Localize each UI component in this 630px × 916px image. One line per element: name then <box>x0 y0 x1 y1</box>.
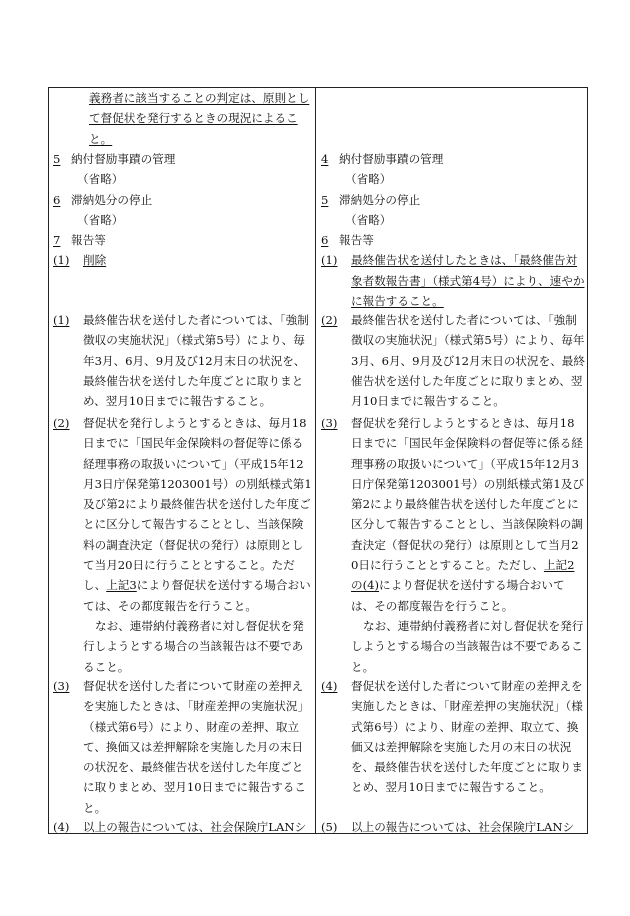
right-section-4: 4 納付督励事蹟の管理 <box>321 152 444 166</box>
left-section-7: 7 報告等 <box>53 233 106 248</box>
right-section-4-body: （省略） <box>345 172 392 187</box>
right-item-4: (4) 督促状を送付した者について財産の差押えを実施したときは、「財産差押の実施状況」（様式第6号）により、財産の差押、取立て、換価又は差押解除を実施した月の末日の状況を、最終催告状を送付した年度ごとに取りまとめ、翌月10日までに報告すること。 <box>321 679 583 795</box>
right-item-2: (2) 最終催告状を送付した者については、「強制徴収の実施状況」（様式第5号）により、毎年3月、6月、9月及び12月末日の状況を、最終催告状を送付した年度ごとに取りまとめ、翌月10日までに報告すること。 <box>321 313 585 409</box>
left-item-4: (4) 以上の報告については、社会保険庁LANシ <box>53 820 307 833</box>
left-section-5: 5 納付督励事蹟の管理 <box>53 152 176 166</box>
left-item-1: (1) 最終催告状を送付した者については、「強制徴収の実施状況」（様式第5号）により、毎年3月、6月、9月及び12月末日の状況を、最終催告状を送付した年度ごとに取りまとめ、翌月10日までに報告すること。 <box>53 313 309 409</box>
left-item-3: (3) 督促状を送付した者について財産の差押えを実施したときは、「財産差押の実施状況」（様式第6号）により、財産の差押、取立て、換価又は差押解除を実施した月の末日の状況を、最終催告状を送付した年度ごとに取りまとめ、翌月10日までに報告すること。 <box>53 679 310 815</box>
left-item-2: (2) 督促状を発行しようとするときは、毎月18日までに「国民年金保険料の督促等に係る経理事務の取扱いについて」（平成15年12月3日庁保発第1203001号）の別紙様式第1及び第2により最終催告状を送付した年度ごとに区分して報告することとし、当該保険料の調査決定（督促状の発行）は原則として当月20日に行うこととすること。ただし、上記3により督促状を送付する場合おいては、その都度報告を行うこと。 <box>53 416 312 613</box>
left-continuation: 義務者に該当することの判定は、原則として督促状を発行するときの現況によること。 <box>89 91 310 146</box>
right-item-3: (3) 督促状を発行しようとするときは、毎月18日までに「国民年金保険料の督促等に係る経理事務の取扱いについて」（平成15年12月3日庁保発第1203001号）の別紙様式第1及び第2により最終催告状を送付した年度ごとに区分して報告することとし、当該保険料の調査決定（督促状の発行）は原則として当月20日に行うこととすること。ただし、上記2の(4)により督促状を送付する場合おいては、その都度報告を行うこと。 <box>321 416 584 613</box>
left-section-6-body: （省略） <box>77 212 124 227</box>
right-section-5-body: （省略） <box>345 212 392 227</box>
right-section-5: 5 滞納処分の停止 <box>321 192 421 207</box>
right-column <box>321 88 585 833</box>
right-item-1: (1) 最終催告状を送付したときは、「最終催告対象者数報告書」（様式第4号）により、速やかに報告すること。 <box>321 253 585 309</box>
right-item-3-note: なお、連帯納付義務者に対し督促状を発行しようとする場合の当該報告は不要であること。 <box>351 618 584 674</box>
left-item-2-note: なお、連帯納付義務者に対し督促状を発行しようとする場合の当該報告は不要であること。 <box>83 618 304 674</box>
left-section-6: 6 滞納処分の停止 <box>53 192 153 207</box>
left-column <box>53 88 313 833</box>
right-section-6: 6 報告等 <box>321 233 374 248</box>
column-divider <box>315 88 316 833</box>
comparison-table <box>48 87 588 834</box>
right-item-5: (5) 以上の報告については、社会保険庁LANシ <box>321 820 575 833</box>
left-section-5-body: （省略） <box>77 172 124 187</box>
left-item-1-deleted: (1) 削除 <box>53 253 107 268</box>
